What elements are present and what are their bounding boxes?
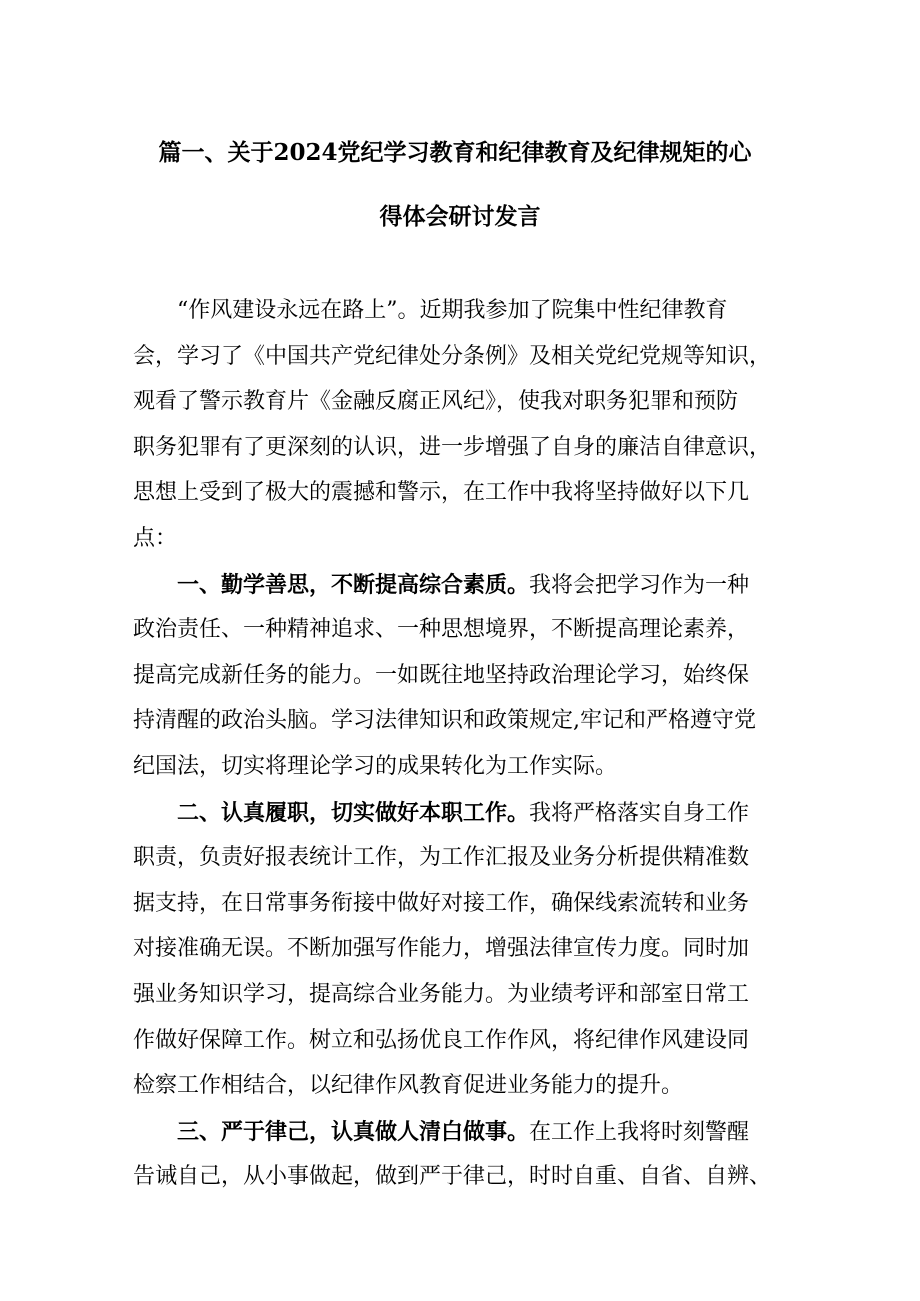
section-2-heading: 二、认真履职，切实做好本职工作。	[177, 799, 530, 826]
section-2-line: 据支持，在日常事务衔接中做好对接工作，确保线索流转和业务	[133, 890, 750, 916]
intro-line: 点：	[133, 525, 178, 551]
section-1-text: 我将会把学习作为一种	[529, 572, 750, 598]
document-body	[133, 296, 793, 1208]
section-2-line: 作做好保障工作。树立和弘扬优良工作作风，将纪律作风建设同	[133, 1027, 750, 1053]
section-3-heading: 三、严于律己，认真做人清白做事。	[177, 1118, 530, 1145]
section-1-line: 提高完成新任务的能力。一如既往地坚持政治理论学习，始终保	[133, 662, 750, 688]
section-2-line: 职责，负责好报表统计工作，为工作汇报及业务分析提供精准数	[133, 845, 750, 871]
section-2-line: 检察工作相结合，以纪律作风教育促进业务能力的提升。	[133, 1073, 684, 1099]
section-1-line: 持清醒的政治头脑。学习法律知识和政策规定,牢记和严格遵守党	[133, 708, 756, 734]
section-3	[133, 1117, 793, 1208]
document-title-line2: 得体会研讨发言	[379, 203, 541, 230]
section-1-line: 政治责任、一种精神追求、一种思想境界，不断提高理论素养，	[133, 617, 750, 643]
document-title-line1: 篇一、关于2024党纪学习教育和纪律教育及纪律规矩的心	[158, 139, 752, 166]
intro-line: 会，学习了《中国共产党纪律处分条例》及相关党纪党规等知识，	[133, 343, 772, 369]
section-1	[133, 570, 793, 798]
intro-line: 观看了警示教育片《金融反腐正风纪》，使我对职务犯罪和预防	[133, 389, 739, 415]
section-3-text: 在工作上我将时刻警醒	[529, 1119, 750, 1145]
section-2-line: 强业务知识学习，提高综合业务能力。为业绩考评和部室日常工	[133, 981, 750, 1007]
intro-paragraph	[133, 296, 793, 570]
section-1-line: 纪国法，切实将理论学习的成果转化为工作实际。	[133, 753, 618, 779]
section-1-first-line	[133, 570, 793, 616]
intro-line: 思想上受到了极大的震撼和警示，在工作中我将坚持做好以下几	[133, 480, 750, 506]
section-3-first-line	[133, 1117, 793, 1163]
section-1-heading: 一、勤学善思，不断提高综合素质。	[177, 571, 530, 598]
section-2-line: 对接准确无误。不断加强写作能力，增强法律宣传力度。同时加	[133, 936, 750, 962]
section-2-first-line	[133, 798, 793, 844]
section-2	[133, 798, 793, 1117]
intro-line: 职务犯罪有了更深刻的认识，进一步增强了自身的廉洁自律意识，	[133, 434, 772, 460]
section-3-line: 告诫自己，从小事做起，做到严于律己，时时自重、自省、自辨、	[133, 1164, 772, 1190]
section-2-text: 我将严格落实自身工作	[529, 800, 750, 826]
intro-line: “作风建设永远在路上”。近期我参加了院集中性纪律教育	[177, 298, 728, 323]
